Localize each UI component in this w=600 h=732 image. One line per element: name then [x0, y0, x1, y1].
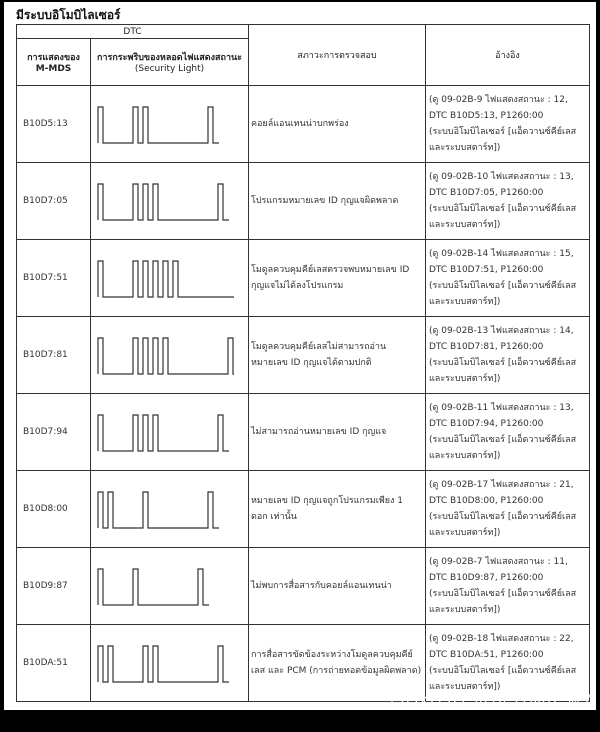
- section-title: มีระบบอิโมบิไลเซอร์: [16, 8, 121, 22]
- reference-text: [426, 317, 590, 394]
- watermark: [971x1157] http://upic.me/: [388, 693, 592, 708]
- blink-pattern-cell: [91, 163, 249, 240]
- reference-header: อ้างอิง: [426, 25, 590, 86]
- blink-waveform: [94, 561, 234, 611]
- blink-waveform: [94, 407, 234, 457]
- mmds-code: B10D8:00: [17, 471, 91, 548]
- ref-line: (ระบบอิโมบิไลเซอร์ [แอ็ดวานซ์คีย์เลส: [429, 435, 577, 445]
- blink-waveform: [94, 330, 234, 380]
- blink-waveform: [94, 638, 234, 688]
- condition-text: โมดูลควบคุมคีย์เลสไม่สามารถอ่านหมายเลข ID กุญแจได้ตามปกติ: [249, 317, 426, 394]
- ref-line: DTC B10D7:81, P1260:00: [429, 342, 544, 352]
- table-row: [17, 163, 590, 240]
- table-row: [17, 317, 590, 394]
- ref-line: DTC B10D7:05, P1260:00: [429, 188, 544, 198]
- ref-line: DTC B10D5:13, P1260:00: [429, 111, 544, 121]
- ref-line: (ดู 09-02B-10 ไฟแสดงสถานะ : 13,: [429, 172, 574, 182]
- ref-line: (ระบบอิโมบิไลเซอร์ [แอ็ดวานซ์คีย์เลส: [429, 204, 577, 214]
- mmds-code: B10D7:94: [17, 394, 91, 471]
- condition-text: หมายเลข ID กุญแจถูกโปรแกรมเพียง 1 ดอก เท่านั้น: [249, 471, 426, 548]
- dtc-header: DTC: [17, 25, 249, 39]
- condition-header: สภาวะการตรวจสอบ: [249, 25, 426, 86]
- ref-line: (ดู 09-02B-13 ไฟแสดงสถานะ : 14,: [429, 326, 574, 336]
- ref-line: (ดู 09-02B-11 ไฟแสดงสถานะ : 13,: [429, 403, 574, 413]
- ref-line: (ระบบอิโมบิไลเซอร์ [แอ็ดวานซ์คีย์เลส: [429, 281, 577, 291]
- ref-line: DTC B10D7:51, P1260:00: [429, 265, 544, 275]
- reference-text: [426, 625, 590, 702]
- mmds-code: B10D7:81: [17, 317, 91, 394]
- condition-text: ไม่สามารถอ่านหมายเลข ID กุญแจ: [249, 394, 426, 471]
- blink-pattern-cell: [91, 548, 249, 625]
- ref-line: (ดู 09-02B-17 ไฟแสดงสถานะ : 21,: [429, 480, 574, 490]
- reference-text: [426, 86, 590, 163]
- ref-line: (ระบบอิโมบิไลเซอร์ [แอ็ดวานซ์คีย์เลส: [429, 666, 577, 676]
- blink-pattern-cell: [91, 86, 249, 163]
- reference-text: [426, 548, 590, 625]
- blink-waveform: [94, 484, 234, 534]
- ref-line: DTC B10D9:87, P1260:00: [429, 573, 544, 583]
- ref-line: และระบบสตาร์ท]): [429, 451, 501, 461]
- document-page: [4, 2, 596, 710]
- blink-pulse-train: [98, 107, 219, 143]
- blink-header-sub: (Security Light): [134, 64, 205, 74]
- ref-line: (ดู 09-02B-7 ไฟแสดงสถานะ : 11,: [429, 557, 568, 567]
- blink-pulse-train: [98, 646, 229, 682]
- table-row: [17, 86, 590, 163]
- ref-line: (ระบบอิโมบิไลเซอร์ [แอ็ดวานซ์คีย์เลส: [429, 127, 577, 137]
- ref-line: และระบบสตาร์ท]): [429, 682, 501, 692]
- condition-text: โปรแกรมหมายเลข ID กุญแจผิดพลาด: [249, 163, 426, 240]
- mmds-code: B10D7:51: [17, 240, 91, 317]
- table-row: [17, 240, 590, 317]
- blink-header: [91, 39, 249, 86]
- ref-line: (ดู 09-02B-14 ไฟแสดงสถานะ : 15,: [429, 249, 574, 259]
- blink-pulse-train: [98, 492, 219, 528]
- table-row: [17, 625, 590, 702]
- table-row: [17, 548, 590, 625]
- mmds-code: B10DA:51: [17, 625, 91, 702]
- ref-line: และระบบสตาร์ท]): [429, 605, 501, 615]
- ref-line: (ดู 09-02B-9 ไฟแสดงสถานะ : 12,: [429, 95, 568, 105]
- ref-line: และระบบสตาร์ท]): [429, 297, 501, 307]
- mmds-header: การแสดงของ M-MDS: [17, 39, 91, 86]
- reference-text: [426, 394, 590, 471]
- condition-text: คอยล์แอนเทนน่าบกพร่อง: [249, 86, 426, 163]
- blink-header-label: การกระพริบของหลอดไฟแสดงสถานะ: [97, 53, 242, 63]
- ref-line: และระบบสตาร์ท]): [429, 528, 501, 538]
- blink-waveform: [94, 99, 234, 149]
- blink-pattern-cell: [91, 471, 249, 548]
- ref-line: และระบบสตาร์ท]): [429, 220, 501, 230]
- mmds-code: B10D7:05: [17, 163, 91, 240]
- blink-pulse-train: [98, 569, 209, 605]
- ref-line: (ระบบอิโมบิไลเซอร์ [แอ็ดวานซ์คีย์เลส: [429, 358, 577, 368]
- reference-text: [426, 240, 590, 317]
- blink-pattern-cell: [91, 394, 249, 471]
- ref-line: DTC B10DA:51, P1260:00: [429, 650, 544, 660]
- blink-pulse-train: [98, 184, 229, 220]
- ref-line: (ระบบอิโมบิไลเซอร์ [แอ็ดวานซ์คีย์เลส: [429, 589, 577, 599]
- condition-text: การสื่อสารขัดข้องระหว่างโมดูลควบคุมคีย์เลส และ PCM (การถ่ายทอดข้อมูลผิดพลาด): [249, 625, 426, 702]
- blink-pattern-cell: [91, 240, 249, 317]
- table-row: [17, 394, 590, 471]
- ref-line: (ระบบอิโมบิไลเซอร์ [แอ็ดวานซ์คีย์เลส: [429, 512, 577, 522]
- blink-pulse-train: [98, 338, 234, 374]
- blink-waveform: [94, 253, 234, 303]
- blink-pattern-cell: [91, 317, 249, 394]
- blink-pulse-train: [98, 261, 234, 297]
- mmds-code: B10D9:87: [17, 548, 91, 625]
- ref-line: (ดู 09-02B-18 ไฟแสดงสถานะ : 22,: [429, 634, 574, 644]
- blink-pattern-cell: [91, 625, 249, 702]
- ref-line: DTC B10D8:00, P1260:00: [429, 496, 544, 506]
- condition-text: โมดูลควบคุมคีย์เลสตรวจพบหมายเลข ID กุญแจไม่ได้ลงโปรแกรม: [249, 240, 426, 317]
- blink-pulse-train: [98, 415, 229, 451]
- blink-waveform: [94, 176, 234, 226]
- ref-line: DTC B10D7:94, P1260:00: [429, 419, 544, 429]
- reference-text: [426, 163, 590, 240]
- condition-text: ไม่พบการสื่อสารกับคอยล์แอนเทนน่า: [249, 548, 426, 625]
- table-row: [17, 471, 590, 548]
- dtc-table: [16, 24, 590, 702]
- mmds-code: B10D5:13: [17, 86, 91, 163]
- ref-line: และระบบสตาร์ท]): [429, 143, 501, 153]
- reference-text: [426, 471, 590, 548]
- ref-line: และระบบสตาร์ท]): [429, 374, 501, 384]
